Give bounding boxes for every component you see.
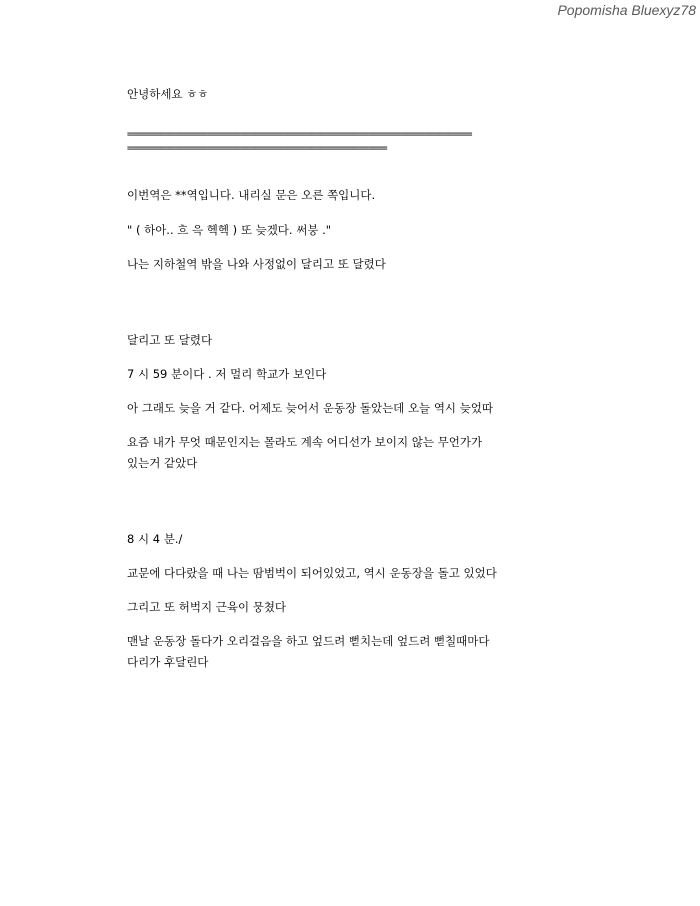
paragraph-2: " ( 하아.. 흐 윽 헥헥 ) 또 늦겠다. 써붕 .": [127, 223, 332, 237]
paragraph-4: 달리고 또 달렸다: [127, 333, 213, 347]
paragraph-9: 교문에 다다랐을 때 나는 땀범벅이 되어있었고, 역시 운동장을 돌고 있었다: [127, 566, 497, 580]
paragraph-11-continued: 다리가 후달린다: [127, 655, 209, 669]
paragraph-8: 8 시 4 분./: [127, 532, 183, 546]
paragraph-10: 그리고 또 허벅지 근육이 뭉쳤다: [127, 600, 287, 614]
divider-line-1: =========================================================================: [127, 129, 472, 140]
watermark-text: Popomisha Bluexyz78: [557, 2, 696, 18]
greeting-line: 안녕하세요 ㅎㅎ: [127, 87, 209, 101]
paragraph-11: 맨날 운동장 돌다가 오리걸음을 하고 엎드려 뻗치는데 엎드려 뻗칠때마다: [127, 634, 490, 648]
paragraph-1: 이번역은 **역입니다. 내리실 문은 오른 쪽입니다.: [127, 188, 376, 202]
paragraph-6: 아 그래도 늦을 거 같다. 어제도 늦어서 운동장 돌았는데 오늘 역시 늦었따: [127, 401, 494, 415]
divider-line-2: =======================================================: [127, 143, 387, 154]
paragraph-3: 나는 지하철역 밖을 나와 사정없이 달리고 또 달렸다: [127, 257, 386, 271]
paragraph-7: 요즘 내가 무엇 때문인지는 몰라도 계속 어디선가 보이지 않는 무언가가: [127, 435, 483, 449]
paragraph-7-continued: 있는거 같았다: [127, 456, 198, 470]
paragraph-5: 7 시 59 분이다 . 저 멀리 학교가 보인다: [127, 367, 327, 381]
